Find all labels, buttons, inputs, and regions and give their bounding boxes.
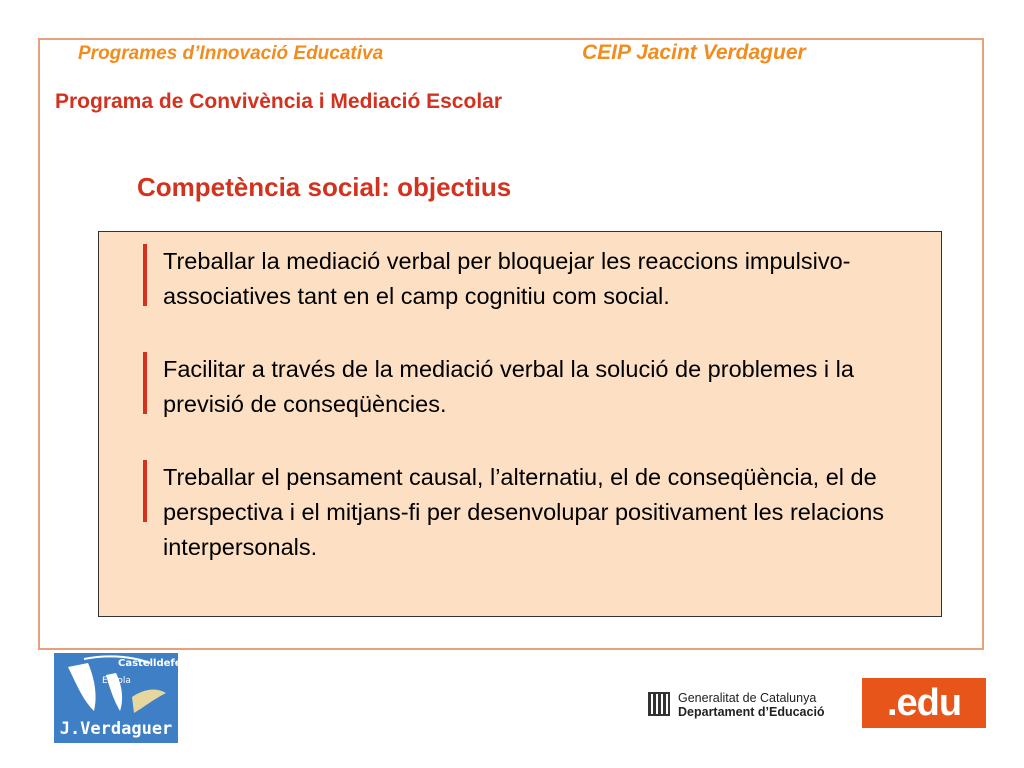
objective-item-1 xyxy=(143,244,923,314)
program-title: Programa de Convivència i Mediació Escolar xyxy=(55,90,502,113)
school-word-text: Escola xyxy=(102,676,131,686)
objective-text: Treballar la mediació verbal per bloquejar les reaccions impulsivo-associatives tant en el camp cognitiu com social. xyxy=(163,248,851,309)
generalitat-logo xyxy=(648,690,838,722)
header-program-line: Programes d’Innovació Educativa xyxy=(78,43,384,64)
objective-text: Treballar el pensament causal, l’alternatiu, el de conseqüència, el de perspectiva i el mitjans-fi per desenvolupar positivament les relacions interpersonals. xyxy=(163,464,885,560)
header-school-name: CEIP Jacint Verdaguer xyxy=(582,41,806,64)
school-city-text: Castelldefels xyxy=(118,658,191,669)
edu-logo xyxy=(862,678,986,728)
school-logo-mark xyxy=(54,653,191,723)
objective-item-3 xyxy=(143,460,923,565)
bullet-bar xyxy=(143,352,147,414)
bullet-bar xyxy=(143,244,147,306)
generalitat-line1: Generalitat de Catalunya xyxy=(678,691,817,705)
generalitat-emblem-icon xyxy=(648,690,670,718)
objective-item-2 xyxy=(143,352,923,422)
school-name: J.Verdaguer xyxy=(59,719,173,739)
generalitat-line2: Departament d’Educació xyxy=(678,705,825,719)
slide-title: Competència social: objectius xyxy=(137,172,512,202)
objective-text: Facilitar a través de la mediació verbal la solució de problemes i la previsió de conseqüències. xyxy=(163,356,854,417)
edu-logo-text: .edu xyxy=(886,682,962,724)
school-logo xyxy=(54,653,191,743)
bullet-bar xyxy=(143,460,147,522)
